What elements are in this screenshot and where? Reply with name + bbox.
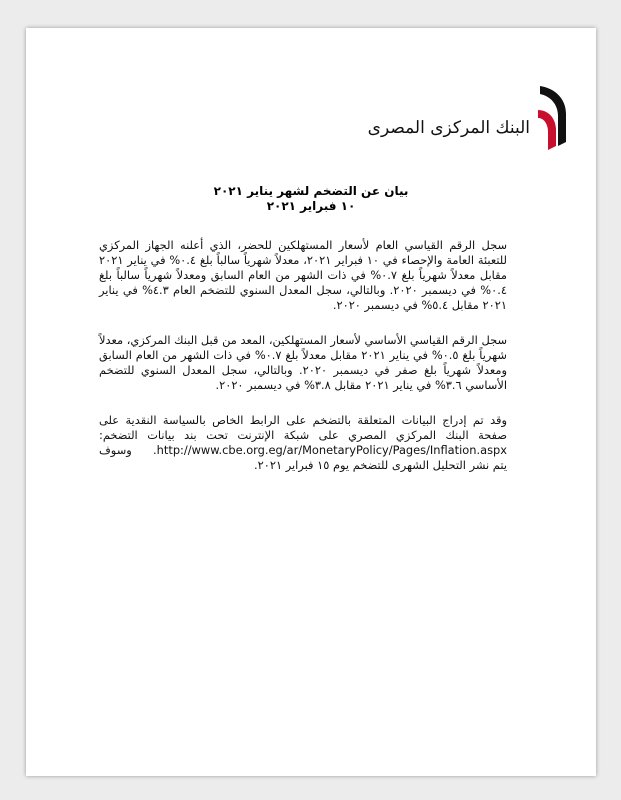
paragraph-headline-inflation: سجل الرقم القياسي العام لأسعار المستهلكين للحضر، الذي أعلنه الجهاز المركزي للتعبئة العامة والإحصاء في ١٠ فبراير ٢٠٢١، معدلاً شهرياً سالباً بلغ ٠.٤% في يناير ٢٠٢١ مقابل معدلاً شهرياً بلغ ٠.٧% في ذات الشهر من العام السابق ومعدلاً شهرياً سالباً بلغ ٠.٤% في ديسمبر ٢٠٢٠. وبالتالي، سجل المعدل السنوي للتضخم العام ٤.٣% في يناير ٢٠٢١ مقابل ٥.٤% في ديسمبر ٢٠٢٠. bbox=[99, 238, 508, 312]
statement-date: ١٠ فبراير ٢٠٢١ bbox=[266, 199, 356, 213]
cbe-logo bbox=[367, 80, 570, 152]
statement-title: بيان عن التضخم لشهر يناير ٢٠٢١ bbox=[213, 184, 409, 198]
statement-body bbox=[99, 238, 507, 493]
paragraph-core-inflation: سجل الرقم القياسي الأساسي لأسعار المستهلكين، المعد من قبل البنك المركزي، معدلاً شهرياً بلغ ٠.٥% في يناير ٢٠٢١ مقابل معدلاً بلغ ٠.٧% في ذات الشهر من العام السابق ومعدلاً شهرياً بلغ صفر في ديسمبر ٢٠٢٠. وبالتالي، سجل المعدل السنوي للتضخم الأساسي ٣.٦% في يناير ٢٠٢١ مقابل ٣.٨% في ديسمبر ٢٠٢٠. bbox=[99, 333, 507, 392]
statement-heading bbox=[26, 184, 596, 214]
document-page bbox=[26, 28, 596, 776]
paragraph-data-link bbox=[99, 413, 507, 473]
link-intro-text: وقد تم إدراج البيانات المتعلقة بالتضخم على الرابط الخاص بالسياسة النقدية على صفحة البنك المركزي المصري على شبكة الإنترنت تحت بند بيانات التضخم: bbox=[99, 413, 507, 442]
inflation-data-link[interactable]: http://www.cbe.org.eg/ar/MonetaryPolicy/Pages/Inflation.aspx bbox=[156, 443, 507, 457]
link-outro-text: . وسوف يتم نشر التحليل الشهرى للتضخم يوم ١٥ فبراير ٢٠٢١. bbox=[99, 443, 507, 472]
cbe-logo-mark-icon bbox=[534, 80, 570, 150]
logo-text: البنك المركزى المصرى bbox=[367, 118, 530, 138]
